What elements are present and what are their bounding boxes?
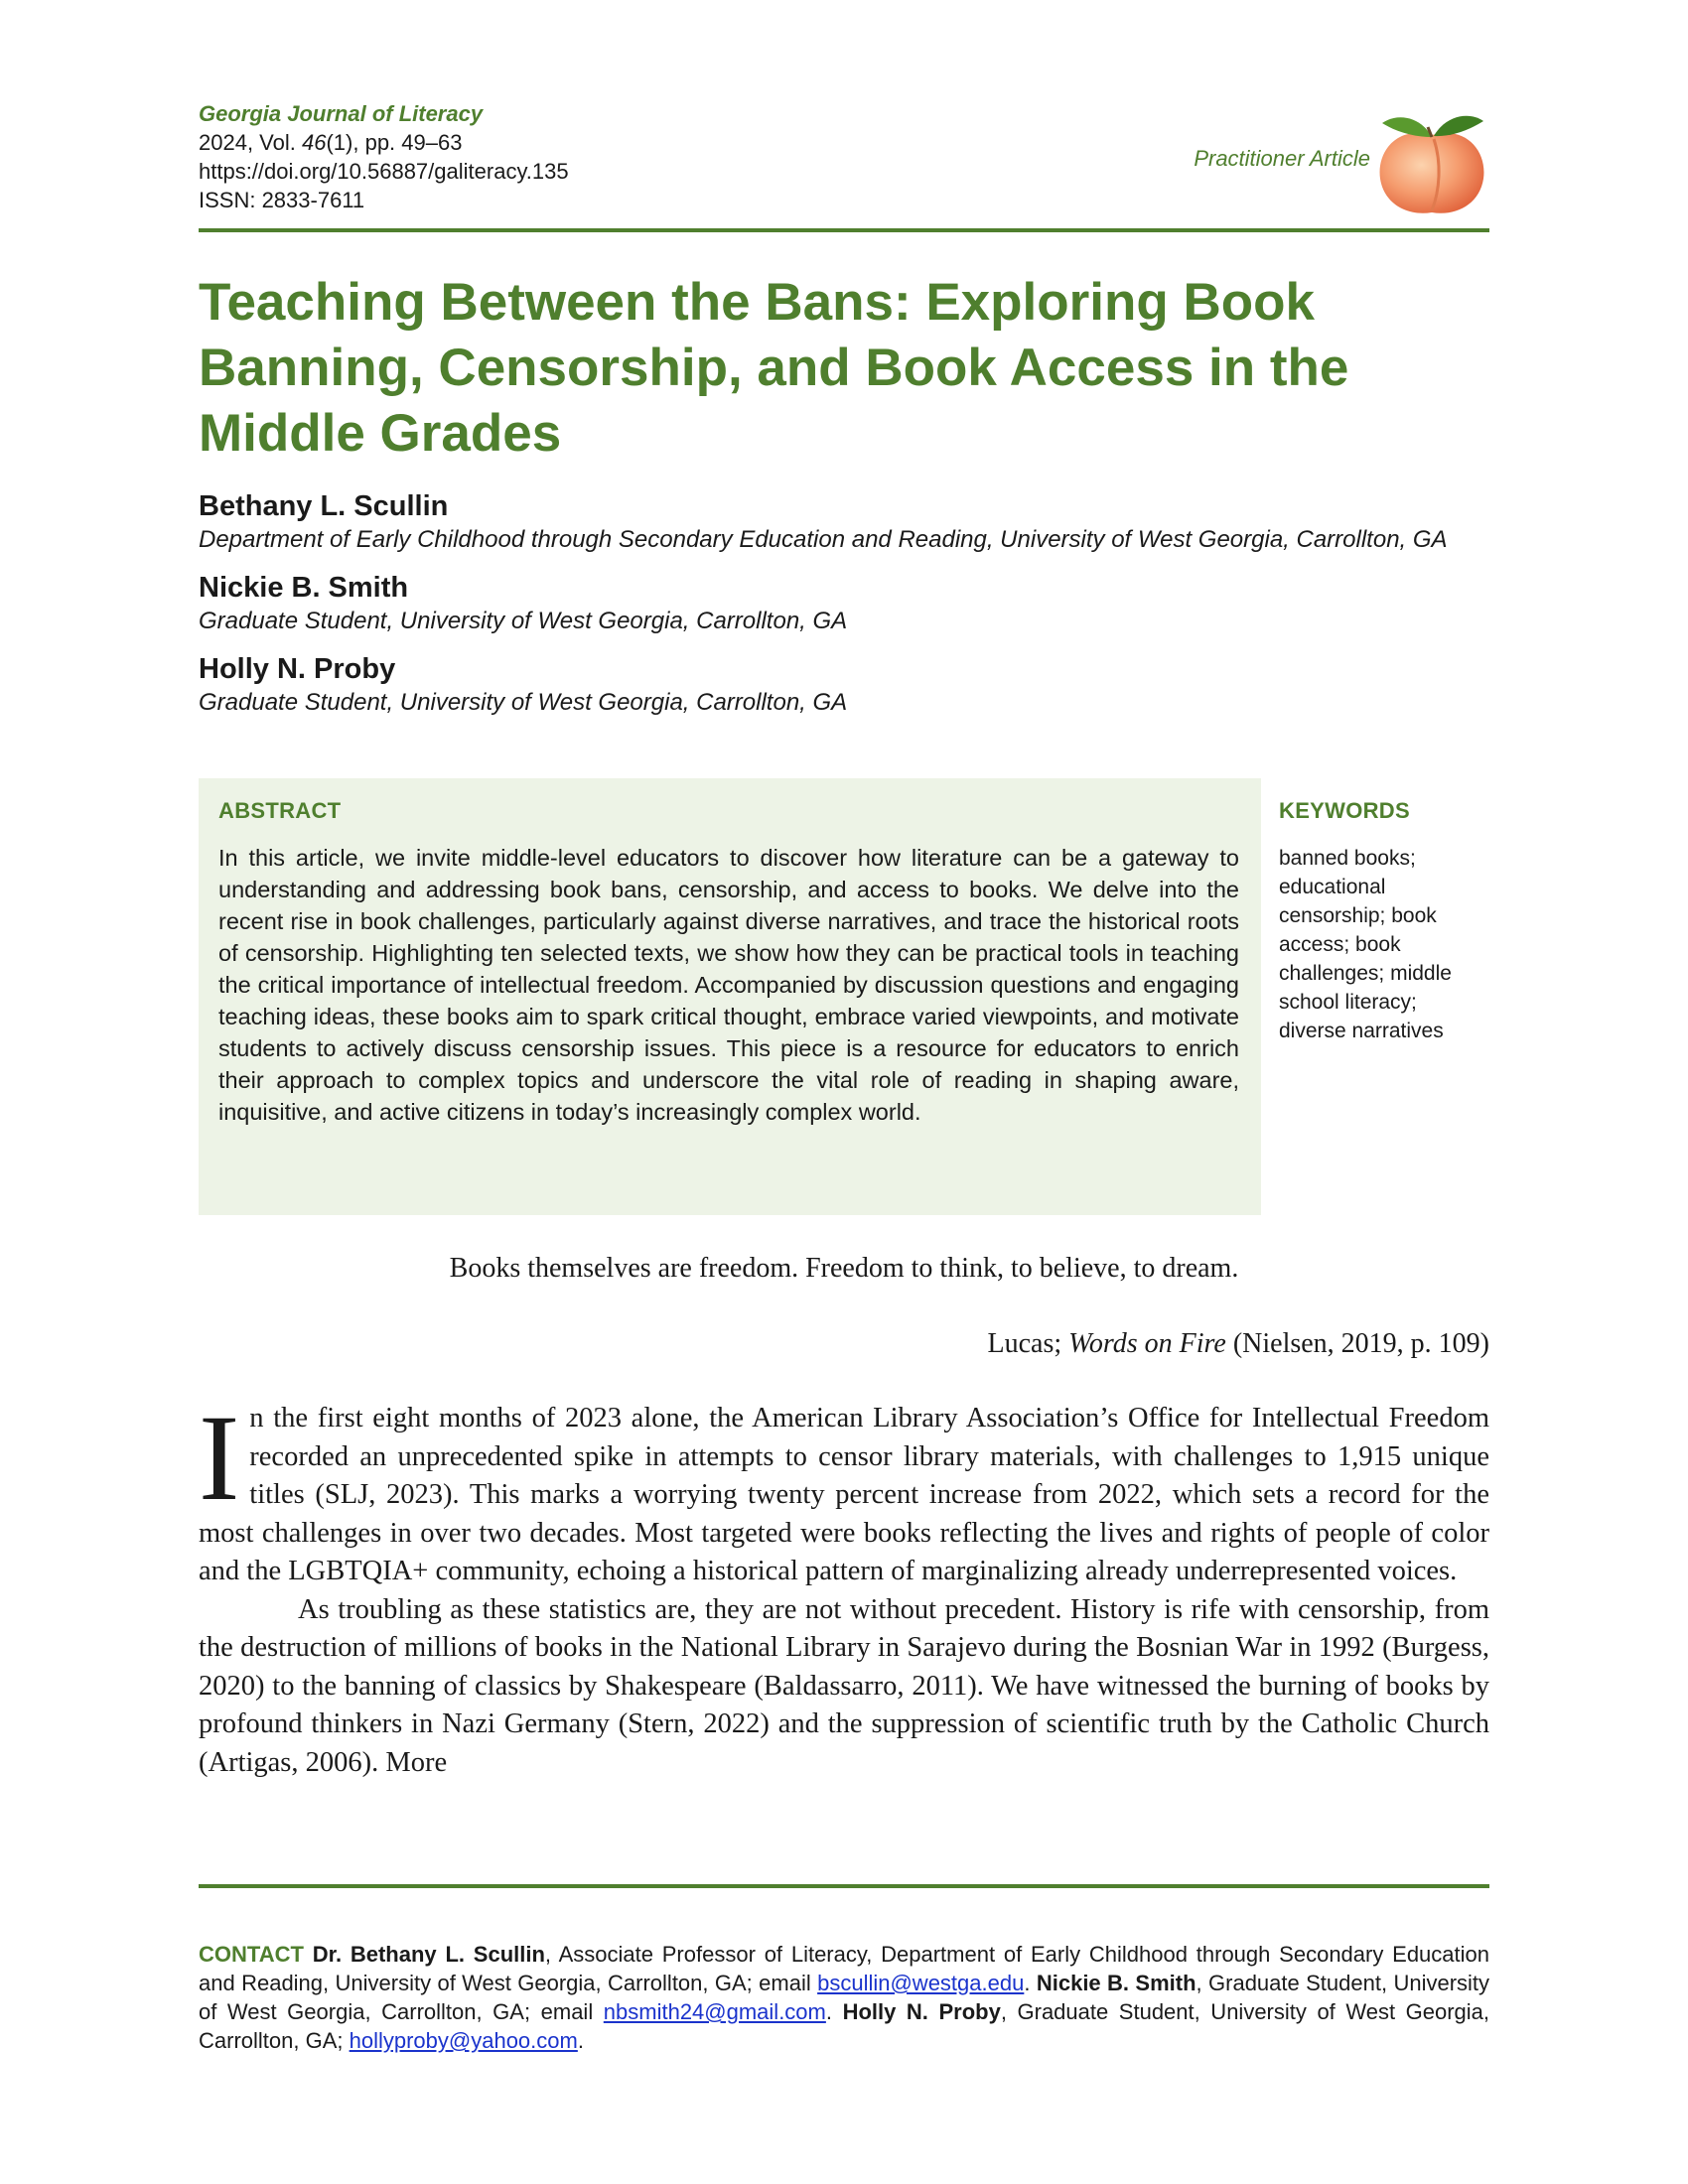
- volume-suffix: (1), pp. 49–63: [326, 130, 463, 155]
- epigraph-quote: Books themselves are freedom. Freedom to think, to believe, to dream.: [449, 1253, 1239, 1284]
- contact-label: CONTACT: [199, 1942, 304, 1967]
- contact-author-name: Nickie B. Smith: [1036, 1971, 1196, 1995]
- volume-number: 46: [301, 130, 327, 155]
- doi-link[interactable]: https://doi.org/10.56887/galiteracy.135: [199, 159, 569, 184]
- abstract-box: [199, 778, 1261, 1215]
- contact-info: [199, 1940, 1489, 2055]
- volume-prefix: 2024, Vol.: [199, 130, 302, 155]
- keywords-box: [1279, 798, 1489, 1045]
- contact-end: .: [577, 2028, 584, 2053]
- peach-logo-icon: [1374, 103, 1489, 218]
- contact-separator: .: [825, 1999, 843, 2024]
- journal-header: [199, 99, 1489, 228]
- author-entry: [199, 488, 1489, 556]
- epigraph-citation: [199, 1326, 1489, 1362]
- abstract-section: [199, 778, 1489, 1215]
- email-link[interactable]: bscullin@westga.edu: [817, 1971, 1025, 1995]
- body-paragraph: As troubling as these statistics are, they are not without precedent. History is rife with censorship, from the destruction of millions of books in the National Library in Sarajevo during the Bosnian War in 1992 (Burgess, 2020) to the banning of classics by Shakespeare (Baldassarro, 2011). We have witnessed the burning of books by profound thinkers in Nazi Germany (Stern, 2022) and the suppression of scientific truth by the Catholic Church (Artigas, 2006). More: [199, 1593, 1489, 1778]
- abstract-heading: ABSTRACT: [218, 798, 342, 823]
- author-name: Holly N. Proby: [199, 653, 396, 685]
- contact-text: , Graduate Student, University of West Georgia, Carrollton, GA;: [199, 1999, 1490, 2053]
- citation-book-title: Words on Fire: [1068, 1328, 1226, 1359]
- author-name: Nickie B. Smith: [199, 572, 409, 604]
- email-link[interactable]: hollyproby@yahoo.com: [349, 2028, 578, 2053]
- contact-text: , Associate Professor of Literacy, Department of Early Childhood through Secondary Education and Reading, University of West Georgia, Carrollton, GA; email: [199, 1942, 1489, 1995]
- body-text: [199, 1390, 1489, 1782]
- author-affiliation: Graduate Student, University of West Georgia, Carrollton, GA: [199, 689, 848, 716]
- article-page: [199, 99, 1489, 1782]
- author-list: [199, 488, 1489, 719]
- abstract-text: In this article, we invite middle-level educators to discover how literature can be a gateway to understanding and addressing book bans, censorship, and access to books. We delve into the recent rise in book challenges, particularly against diverse narratives, and trace the historical roots of censorship. Highlighting ten selected texts, we show how they can be practical tools in teaching the critical importance of intellectual freedom. Accompanied by discussion questions and engaging teaching ideas, these books aim to spark critical thought, embrace varied viewpoints, and motivate students to actively discuss censorship issues. This piece is a resource for educators to enrich their approach to complex topics and underscore the vital role of reading in shaping aware, inquisitive, and active citizens in today’s increasingly complex world.: [218, 845, 1239, 1125]
- citation-prefix: Lucas;: [987, 1328, 1069, 1359]
- keywords-heading: KEYWORDS: [1279, 798, 1410, 823]
- header-rule: [199, 228, 1489, 232]
- author-affiliation: Graduate Student, University of West Georgia, Carrollton, GA: [199, 608, 848, 634]
- author-name: Bethany L. Scullin: [199, 490, 449, 522]
- contact-text: , Graduate Student, University of West Georgia, Carrollton, GA; email: [199, 1971, 1490, 2024]
- issn: ISSN: 2833-7611: [199, 188, 365, 212]
- author-entry: [199, 570, 1489, 637]
- email-link[interactable]: nbsmith24@gmail.com: [603, 1999, 826, 2024]
- contact-separator: .: [1024, 1971, 1037, 1995]
- keywords-text: banned books; educational censorship; book access; book challenges; middle school literacy; diverse narratives: [1279, 847, 1452, 1042]
- contact-author-name: Holly N. Proby: [842, 1999, 1001, 2024]
- article-title: Teaching Between the Bans: Exploring Book Banning, Censorship, and Book Access in the Middle Grades: [199, 273, 1349, 463]
- author-affiliation: Department of Early Childhood through Secondary Education and Reading, University of West Georgia, Carrollton, GA: [199, 526, 1448, 553]
- article-type: Practitioner Article: [1194, 146, 1370, 171]
- contact-author-name: Dr. Bethany L. Scullin: [312, 1942, 545, 1967]
- journal-name: Georgia Journal of Literacy: [199, 101, 484, 126]
- author-entry: [199, 651, 1489, 719]
- paragraph-text: n the first eight months of 2023 alone, the American Library Association’s Office for Intellectual Freedom recorded an unprecedented spike in attempts to censor library materials, with challenges to 1,915 unique titles (SLJ, 2023). This marks a worrying twenty percent increase from 2022, which sets a record for the most challenges in over two decades. Most targeted were books reflecting the lives and rights of people of color and the LGBTQIA+ community, echoing a historical pattern of marginalizing already underrepresented voices.: [199, 1403, 1489, 1586]
- citation-suffix: (Nielsen, 2019, p. 109): [1225, 1328, 1489, 1359]
- footer-rule: [199, 1884, 1489, 1888]
- body-paragraph: [199, 1390, 1489, 1591]
- drop-cap: I: [199, 1390, 240, 1526]
